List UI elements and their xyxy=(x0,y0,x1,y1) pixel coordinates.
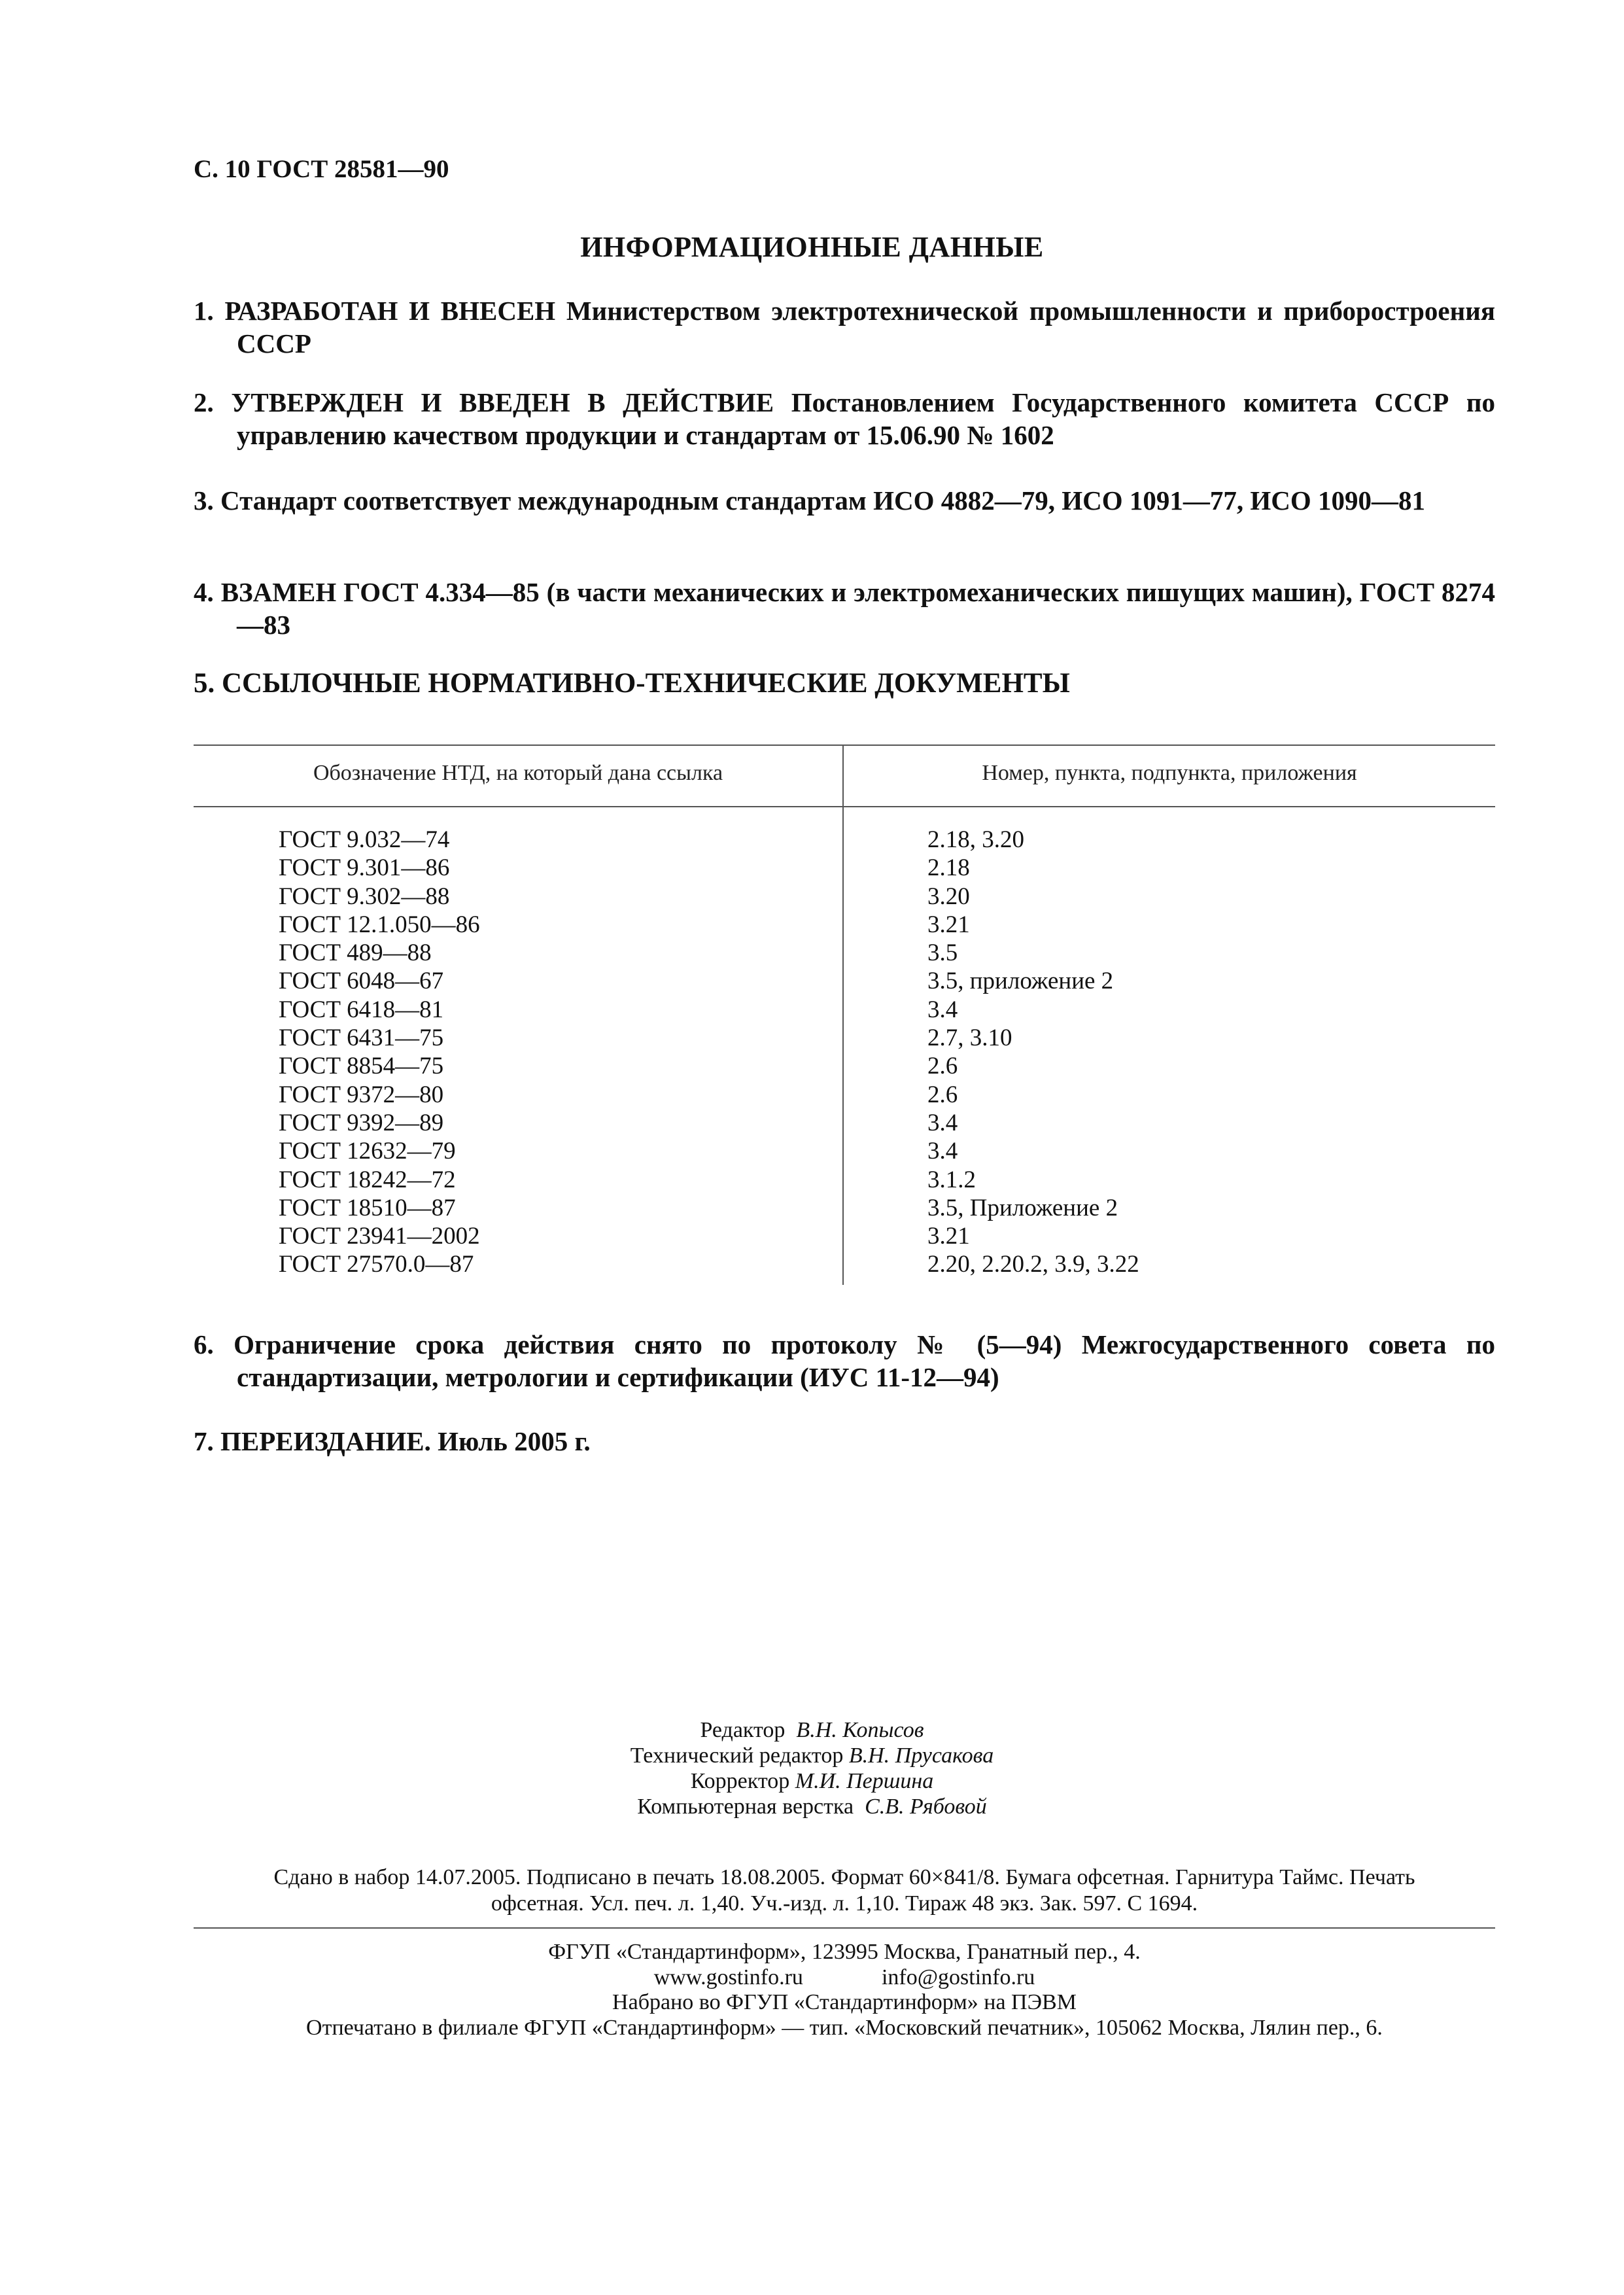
publisher-printed: Отпечатано в филиале ФГУП «Стандартинформ» — тип. «Московский печатник», 105062 Москва, Лялин пер., 6. xyxy=(306,2015,1383,2040)
table-cell-designation: ГОСТ 12632—79 xyxy=(279,1138,456,1165)
table-column-designation xyxy=(279,826,480,1279)
table-header-designation: Обозначение НТД, на который дана ссылка xyxy=(313,761,723,785)
table-cell-clause: 2.6 xyxy=(927,1081,958,1108)
item-text: Министерством электротехнической промышленности и приборостроения СССР xyxy=(237,296,1496,359)
table-cell-clause: 3.21 xyxy=(927,911,970,938)
table-top-rule xyxy=(194,745,1495,746)
item-lead: УТВЕРЖДЕН И ВВЕДЕН В ДЕЙСТВИЕ xyxy=(231,387,774,417)
credits-block xyxy=(0,1717,1624,1819)
table-cell-designation: ГОСТ 6418—81 xyxy=(279,996,444,1023)
table-cell-clause: 2.18, 3.20 xyxy=(927,826,1024,853)
info-item-3 xyxy=(194,484,1495,517)
table-cell-designation: ГОСТ 8854—75 xyxy=(279,1053,444,1080)
table-cell-clause: 2.18 xyxy=(927,854,970,882)
credit-proofreader: Корректор М.И. Першина xyxy=(690,1769,934,1793)
item-text: Ограничение срока действия снято по протоколу № (5—94) Межгосударственного совета по стандартизации, метрологии и сертификации (ИУС 11-12—94) xyxy=(233,1329,1496,1392)
print-info: Сдано в набор 14.07.2005. Подписано в печать 18.08.2005. Формат 60×841/8. Бумага офсетная. Гарнитура Таймс. Печать офсетная. Усл. печ. л. 1,40. Уч.-изд. л. 1,10. Тираж 48 экз. Зак. 597. С 1694. xyxy=(273,1865,1415,1916)
item-number: 4. xyxy=(194,577,214,607)
info-item-2 xyxy=(194,386,1495,451)
table-cell-clause: 3.4 xyxy=(927,1109,958,1136)
table-cell-designation: ГОСТ 9.301—86 xyxy=(279,854,450,882)
table-cell-clause: 3.20 xyxy=(927,883,970,910)
table-header-clause: Номер, пункта, подпункта, приложения xyxy=(982,761,1357,785)
table-cell-designation: ГОСТ 9392—89 xyxy=(279,1109,444,1136)
info-item-6 xyxy=(194,1328,1495,1393)
table-cell-clause: 2.7, 3.10 xyxy=(927,1025,1012,1052)
item-lead: РАЗРАБОТАН И ВНЕСЕН xyxy=(224,296,556,326)
item-number: 7. xyxy=(194,1426,214,1456)
info-item-7 xyxy=(194,1425,1495,1458)
credit-layout: Компьютерная верстка С.В. Рябовой xyxy=(637,1795,987,1819)
table-cell-clause: 3.4 xyxy=(927,996,958,1023)
publisher-email: info@gostinfo.ru xyxy=(881,1965,1035,1989)
page-title: ИНФОРМАЦИОННЫЕ ДАННЫЕ xyxy=(580,231,1044,263)
table-cell-designation: ГОСТ 9.302—88 xyxy=(279,883,450,910)
table-column-clause xyxy=(927,826,1139,1279)
section-5-title: 5. ССЫЛОЧНЫЕ НОРМАТИВНО-ТЕХНИЧЕСКИЕ ДОКУМЕНТЫ xyxy=(194,668,1070,699)
table-cell-clause: 2.20, 2.20.2, 3.9, 3.22 xyxy=(927,1251,1139,1278)
item-number: 3. xyxy=(194,485,214,516)
info-item-4 xyxy=(194,576,1495,641)
table-cell-designation: ГОСТ 12.1.050—86 xyxy=(279,911,480,938)
publisher-typeset: Набрано во ФГУП «Стандартинформ» на ПЭВМ xyxy=(612,1990,1077,2014)
item-text: (в части механических и электромеханических пишущих машин), ГОСТ 8274—83 xyxy=(237,577,1496,640)
item-number: 2. xyxy=(194,387,214,417)
table-cell-designation: ГОСТ 489—88 xyxy=(279,939,432,967)
publisher-address: ФГУП «Стандартинформ», 123995 Москва, Гранатный пер., 4. xyxy=(548,1940,1141,1964)
credit-editor: Редактор В.Н. Копысов xyxy=(700,1718,924,1742)
table-cell-designation: ГОСТ 9.032—74 xyxy=(279,826,450,853)
table-cell-designation: ГОСТ 6431—75 xyxy=(279,1025,444,1052)
table-cell-clause: 3.5, Приложение 2 xyxy=(927,1194,1118,1221)
format-fraction: 1/8 xyxy=(965,1865,995,1889)
item-text: Стандарт соответствует международным стандартам ИСО 4882—79, ИСО 1091—77, ИСО 1090—81 xyxy=(220,485,1425,516)
table-cell-clause: 3.4 xyxy=(927,1138,958,1165)
table-header-rule xyxy=(194,806,1495,807)
table-cell-designation: ГОСТ 27570.0—87 xyxy=(279,1251,474,1278)
page-header: С. 10 ГОСТ 28581—90 xyxy=(194,155,449,183)
table-cell-clause: 3.1.2 xyxy=(927,1166,976,1193)
credit-tech-editor: Технический редактор В.Н. Прусакова xyxy=(630,1743,994,1768)
table-cell-designation: ГОСТ 9372—80 xyxy=(279,1081,444,1108)
item-text: ПЕРЕИЗДАНИЕ. Июль 2005 г. xyxy=(220,1426,591,1456)
table-cell-clause: 2.6 xyxy=(927,1053,958,1080)
item-number: 1. xyxy=(194,296,214,326)
item-number: 6. xyxy=(194,1329,214,1359)
publisher-website: www.gostinfo.ru xyxy=(653,1965,803,1989)
table-cell-clause: 3.5, приложение 2 xyxy=(927,968,1114,995)
info-item-1 xyxy=(194,294,1495,360)
table-cell-designation: ГОСТ 6048—67 xyxy=(279,968,444,995)
table-cell-clause: 3.5 xyxy=(927,939,958,967)
table-cell-designation: ГОСТ 18242—72 xyxy=(279,1166,456,1193)
table-cell-designation: ГОСТ 18510—87 xyxy=(279,1194,456,1221)
item-lead: ВЗАМЕН ГОСТ 4.334—85 xyxy=(220,577,540,607)
publisher-block xyxy=(194,1940,1495,2041)
item-text: Постановлением Государственного комитета СССР по управлению качеством продукции и стандартам от 15.06.90 № 1602 xyxy=(237,387,1496,450)
footer-rule xyxy=(194,1927,1495,1929)
table-cell-designation: ГОСТ 23941—2002 xyxy=(279,1223,480,1250)
table-cell-clause: 3.21 xyxy=(927,1223,970,1250)
table-column-divider xyxy=(842,745,844,1285)
